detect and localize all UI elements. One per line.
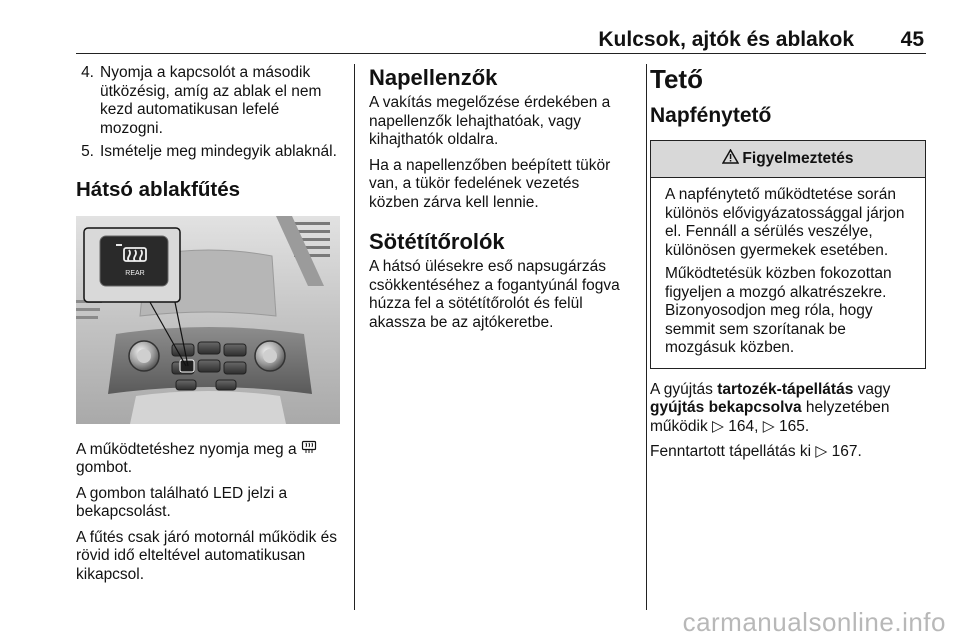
dashboard-illustration xyxy=(76,216,340,424)
paragraph-text: Fenntartott tápellátás ki xyxy=(650,443,816,460)
paragraph-text: A működtetéshez nyomja meg a xyxy=(76,440,301,458)
paragraph-text: vagy xyxy=(853,380,891,398)
paragraph: Ha a napellenzőben beépített tükör van, a tükör fedelének vezetés közben zárva kell lennie. xyxy=(369,156,611,211)
paragraph: A fűtés csak járó motornál működik és rövid idő elteltével automatikusan kikapcsol. xyxy=(76,528,338,583)
page-ref-icon: ▷ xyxy=(762,417,775,435)
list-item xyxy=(76,143,340,162)
list-item xyxy=(76,64,340,138)
paragraph: A vakítás megelőzése érdekében a napellenzők lehajthatóak, vagy kihajthatók oldalra. xyxy=(369,94,611,148)
warning-triangle-icon xyxy=(722,149,739,169)
header-title: Kulcsok, ajtók és ablakok xyxy=(598,28,854,51)
column-divider-right xyxy=(646,64,647,610)
heading-sun-visors: Napellenzők xyxy=(369,65,498,90)
heading-rear-window-heating: Hátsó ablakfűtés xyxy=(76,177,241,201)
watermark: carmanualsonline.info xyxy=(682,607,946,637)
column-divider-left xyxy=(354,64,355,610)
page-ref-icon: ▷ xyxy=(815,443,828,460)
page-header xyxy=(76,28,926,52)
paragraph-text: A gyújtás xyxy=(650,380,718,398)
list-number: 5. xyxy=(81,143,94,160)
rear-defrost-icon xyxy=(301,440,317,460)
dashboard-photo xyxy=(76,216,340,424)
list-text: Nyomja a kapcsolót a második ütközésig, amíg az ablak el nem kezd automatikusan lefelé mozogni. xyxy=(100,64,322,137)
paragraph xyxy=(76,440,340,478)
column-2 xyxy=(369,64,633,332)
header-rule xyxy=(76,53,926,54)
page-number: 45 xyxy=(900,28,924,51)
page-ref[interactable]: 165 xyxy=(779,417,805,435)
paragraph-text: gombot. xyxy=(76,459,133,476)
bold-term: gyújtás bekapcsolva xyxy=(650,399,802,416)
warning-box xyxy=(650,140,926,369)
bold-term: tartozék-tápellátás xyxy=(717,380,854,398)
list-text: Ismételje meg mindegyik ablaknál. xyxy=(100,143,337,160)
page-ref[interactable]: 167 xyxy=(831,443,858,460)
page-ref[interactable]: 164 xyxy=(728,417,755,435)
rear-button-label: REAR xyxy=(125,269,145,277)
warning-body xyxy=(651,178,925,368)
paragraph-text: helyzetében működik xyxy=(650,399,890,435)
paragraph: A hátsó ülésekre eső napsugárzás csökkentéséhez a fogantyúnál fogva húzza fel a sötétítőrolót és felül akassza be az ajtókeretbe. xyxy=(369,258,620,331)
warning-paragraph: Működtetésük közben fokozottan figyeljen a mozgó alkatrészekre. Bizonyosodjon meg róla, hogy semmit sem szorítanak be mozgásuk közben. xyxy=(665,265,892,356)
heading-roof: Tető xyxy=(650,64,703,94)
list-number: 4. xyxy=(81,64,94,81)
column-1 xyxy=(76,64,340,584)
heading-sunroof: Napfénytető xyxy=(650,104,772,127)
page-ref-icon: ▷ xyxy=(712,417,724,435)
paragraph: Fenntartott tápellátás ki ▷ 167. xyxy=(650,443,862,460)
heading-sunblinds: Sötétítőrolók xyxy=(369,229,505,254)
paragraph: A gombon található LED jelzi a bekapcsolást. xyxy=(76,484,288,520)
warning-header xyxy=(651,141,925,178)
paragraph: A gyújtás tartozék-tápellátás vagy gyújtás bekapcsolva helyzetében működik ▷ 164, ▷ 165. xyxy=(650,380,891,435)
warning-paragraph: A napfénytető működtetése során különös elővigyázatossággal járjon el. Fennáll a sérülés veszélye, különösen gyermekek esetében. xyxy=(665,186,905,259)
warning-title: Figyelmeztetés xyxy=(742,150,854,167)
column-3 xyxy=(650,64,926,462)
